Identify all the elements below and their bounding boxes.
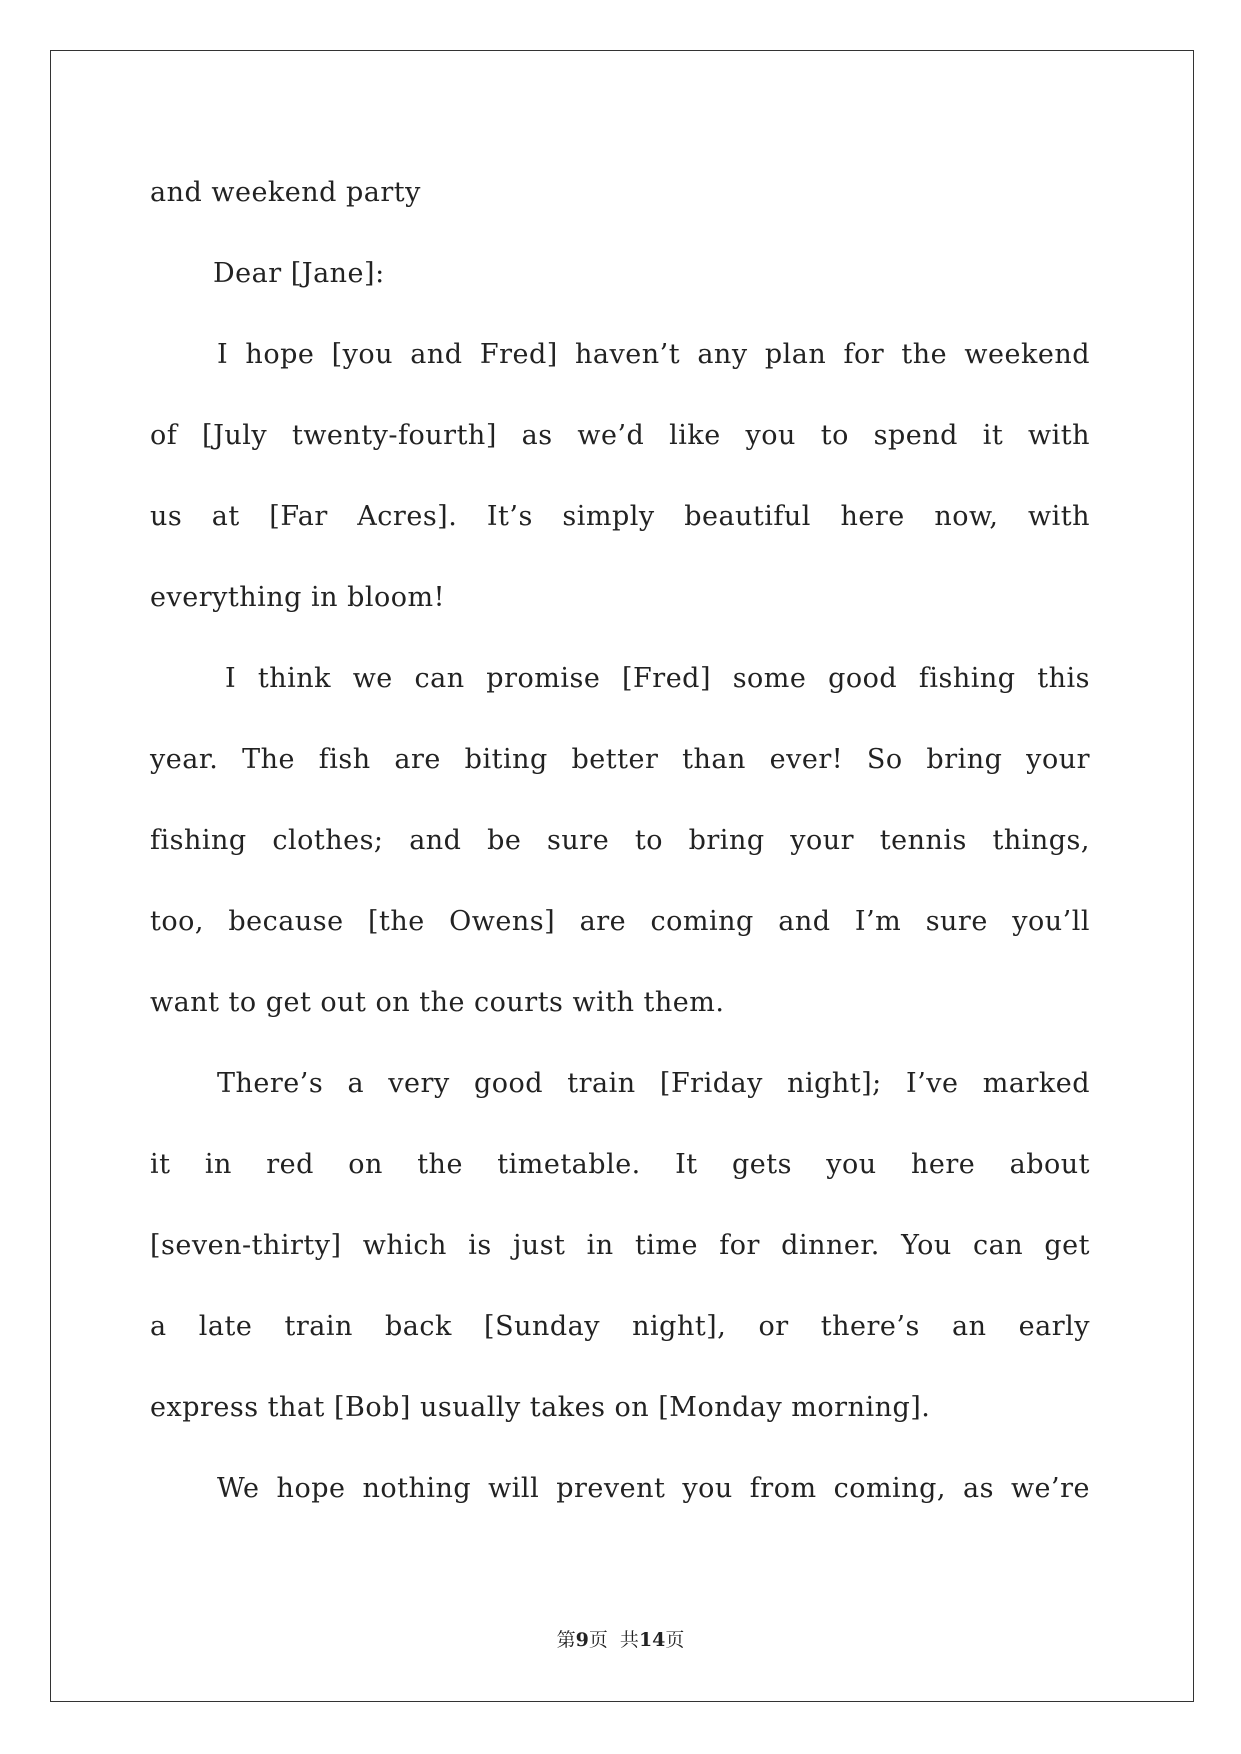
current-page-number: 9 (575, 1629, 589, 1651)
page-footer (0, 1628, 1241, 1652)
text-line: [seven-thirty] which is just in time for dinner. You can get (150, 1230, 1090, 1261)
total-page-number: 14 (638, 1629, 666, 1651)
text-line: it in red on the timetable. It gets you here about (150, 1149, 1090, 1180)
text-line: and weekend party (150, 177, 421, 208)
text-line: express that [Bob] usually takes on [Monday morning]. (150, 1392, 931, 1423)
text-line: fishing clothes; and be sure to bring your tennis things, (150, 825, 1090, 856)
text-line: I think we can promise [Fred] some good fishing this (225, 663, 1090, 694)
text-line: We hope nothing will prevent you from coming, as we’re (217, 1473, 1090, 1504)
text-line: want to get out on the courts with them. (150, 987, 725, 1018)
text-line: year. The fish are biting better than ever! So bring your (150, 744, 1090, 775)
footer-suffix: 页 (665, 1629, 685, 1651)
page-border (50, 50, 1194, 1702)
text-line: There’s a very good train [Friday night]; I’ve marked (217, 1068, 1090, 1099)
salutation: Dear [Jane]: (213, 258, 385, 289)
footer-mid: 页 共 (588, 1629, 639, 1651)
text-line: I hope [you and Fred] haven’t any plan for the weekend (217, 339, 1090, 370)
text-line: us at [Far Acres]. It’s simply beautiful here now, with (150, 501, 1090, 532)
text-line: of [July twenty-fourth] as we’d like you to spend it with (150, 420, 1090, 451)
text-line: a late train back [Sunday night], or there’s an early (150, 1311, 1090, 1342)
text-line: everything in bloom! (150, 582, 445, 613)
text-line: too, because [the Owens] are coming and I’m sure you’ll (150, 906, 1090, 937)
footer-prefix: 第 (556, 1629, 576, 1651)
